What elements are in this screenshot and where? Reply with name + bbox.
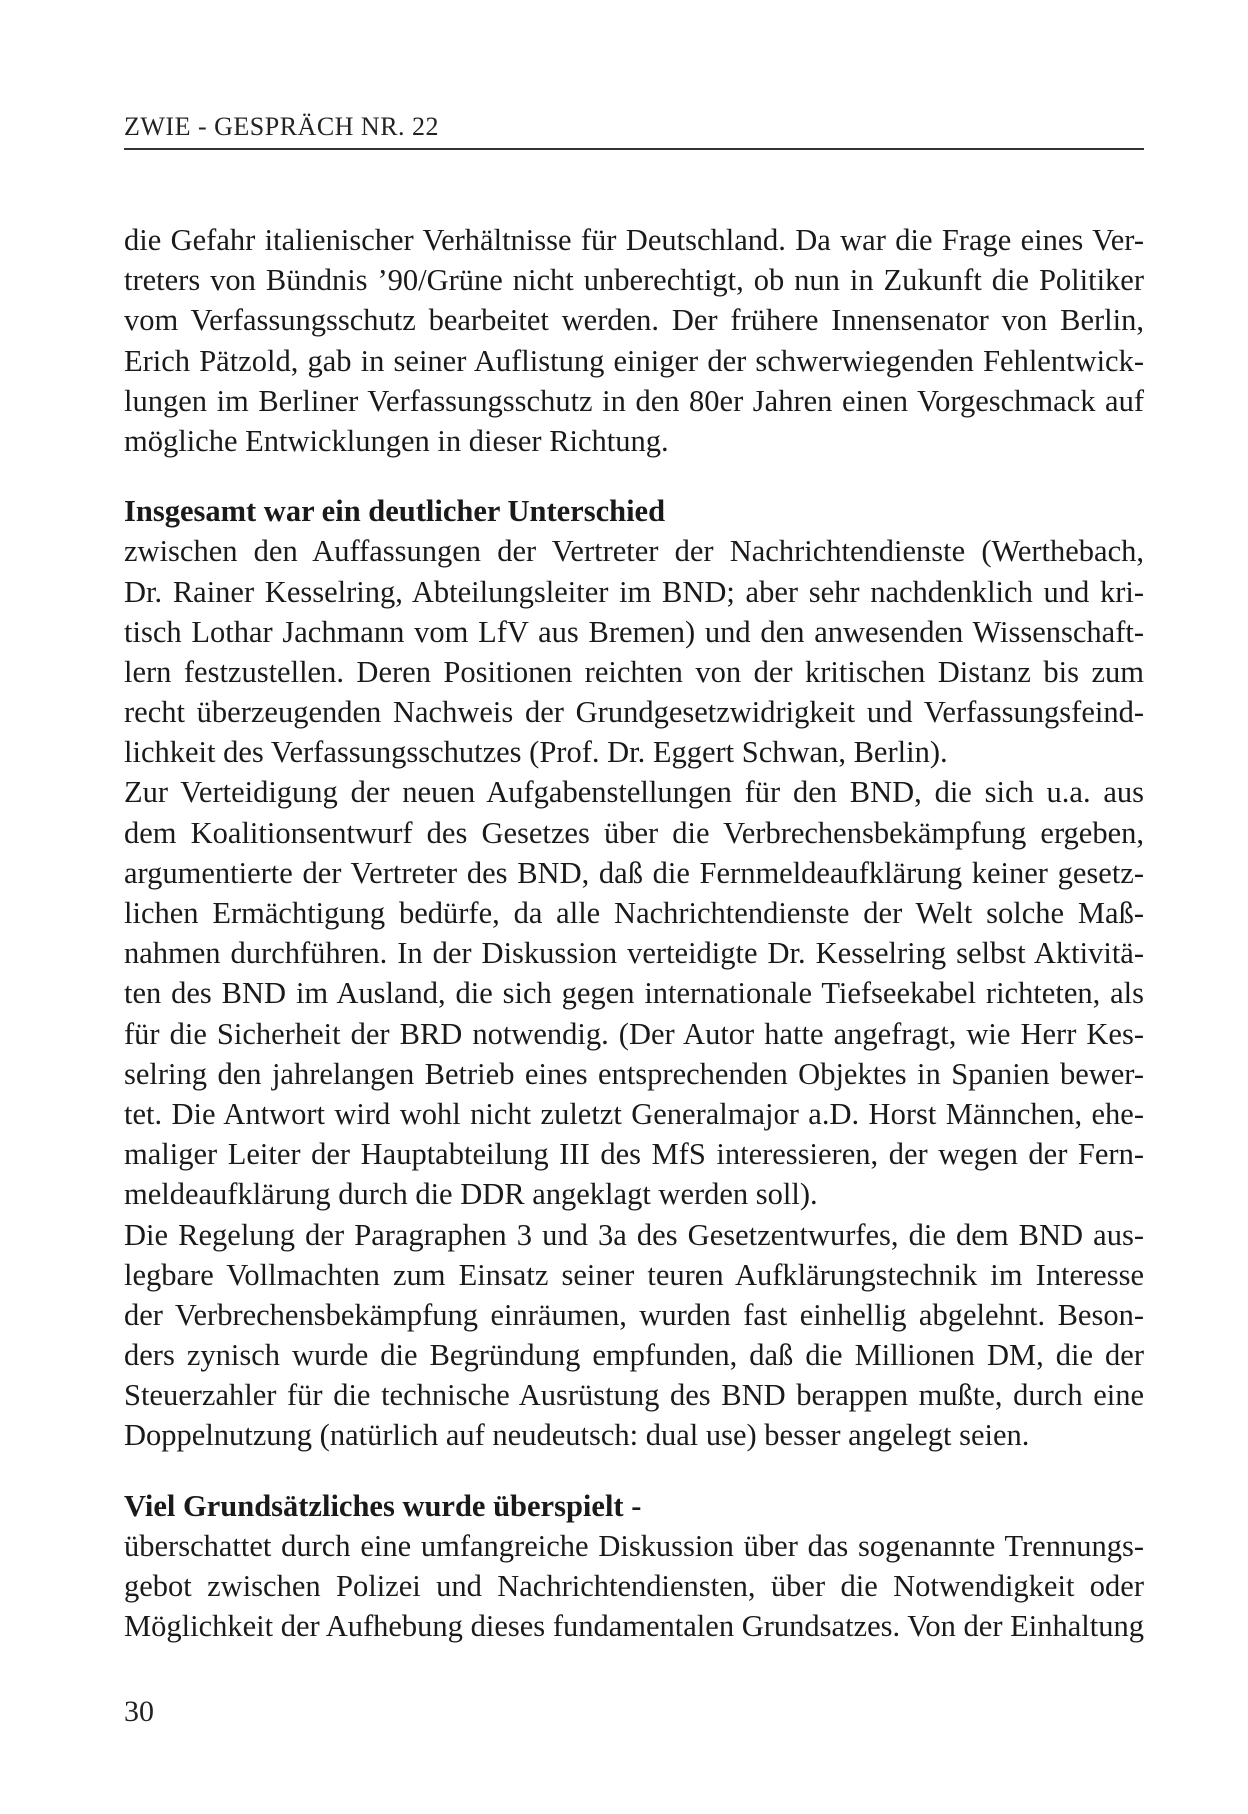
text-line: tet. Die Antwort wird wohl nicht zuletzt Generalmajor a.D. Horst Männchen, ehe- bbox=[124, 1096, 1144, 1131]
text-line: überschattet durch eine umfangreiche Diskussion über das sogenannte Trennungs- bbox=[124, 1528, 1144, 1563]
body-text bbox=[124, 220, 1144, 1646]
paragraph bbox=[124, 220, 1144, 461]
section-heading: Insgesamt war ein deutlicher Unterschied bbox=[124, 494, 666, 529]
paragraph bbox=[124, 531, 1144, 772]
text-line: die Gefahr italienischer Verhältnisse für Deutschland. Da war die Frage eines Ver- bbox=[124, 223, 1144, 257]
text-line: lichen Ermächtigung bedürfe, da alle Nachrichtendienste der Welt solche Maß- bbox=[124, 896, 1144, 930]
text-line: Steuerzahler für die technische Ausrüstung des BND berappen mußte, durch eine bbox=[124, 1378, 1144, 1413]
text-line: maliger Leiter der Hauptabteilung III des MfS interessieren, der wegen der Fern- bbox=[124, 1137, 1144, 1172]
text-line: für die Sicherheit der BRD notwendig. (Der Autor hatte angefragt, wie Herr Kes- bbox=[124, 1016, 1144, 1051]
paragraph bbox=[124, 1215, 1144, 1456]
text-line: ten des BND im Ausland, die sich gegen internationale Tiefseekabel richteten, als bbox=[124, 976, 1144, 1011]
header-rule bbox=[124, 148, 1144, 150]
text-line: Zur Verteidigung der neuen Aufgabenstellungen für den BND, die sich u.a. aus bbox=[124, 775, 1144, 810]
text-line: tisch Lothar Jachmann vom LfV aus Bremen) und den anwesenden Wissenschaft- bbox=[124, 614, 1144, 649]
text-line: Erich Pätzold, gab in seiner Auflistung einiger der schwerwiegenden Fehlentwick- bbox=[124, 343, 1144, 378]
text-line: ders zynisch wurde die Begründung empfunden, daß die Millionen DM, die der bbox=[124, 1338, 1144, 1373]
text-line: Die Regelung der Paragraphen 3 und 3a des Gesetzentwurfes, die dem BND aus- bbox=[124, 1217, 1144, 1252]
text-line: Doppelnutzung (natürlich auf neudeutsch: dual use) besser angelegt seien. bbox=[124, 1418, 1030, 1453]
page-number: 30 bbox=[124, 1695, 154, 1728]
section-heading: Viel Grundsätzliches wurde überspielt - bbox=[124, 1488, 642, 1523]
text-line: Dr. Rainer Kesselring, Abteilungsleiter im BND; aber sehr nachdenklich und kri- bbox=[124, 574, 1144, 609]
paragraph bbox=[124, 1526, 1144, 1647]
text-line: dem Koalitionsentwurf des Gesetzes über die Verbrechensbekämpfung ergeben, bbox=[124, 815, 1144, 850]
text-line: treters von Bündnis ’90/Grüne nicht unberechtigt, ob nun in Zukunft die Politiker bbox=[124, 263, 1144, 298]
text-line: legbare Vollmachten zum Einsatz seiner teuren Aufklärungstechnik im Interesse bbox=[124, 1257, 1144, 1292]
text-line: recht überzeugenden Nachweis der Grundgesetzwidrigkeit und Verfassungsfeind- bbox=[124, 695, 1144, 730]
text-line: lern festzustellen. Deren Positionen reichten von der kritischen Distanz bis zum bbox=[124, 654, 1144, 689]
text-line: Möglichkeit der Aufhebung dieses fundamentalen Grundsatzes. Von der Einhaltung bbox=[124, 1609, 1144, 1644]
text-line: zwischen den Auffassungen der Vertreter der Nachrichtendienste (Werthebach, bbox=[124, 534, 1144, 569]
text-line: lichkeit des Verfassungsschutzes (Prof. Dr. Eggert Schwan, Berlin). bbox=[124, 735, 948, 770]
running-head: ZWIE - GESPRÄCH NR. 22 bbox=[124, 112, 440, 141]
paragraph bbox=[124, 772, 1144, 1214]
text-line: argumentierte der Vertreter des BND, daß die Fernmeldeaufklärung keiner gesetz- bbox=[124, 855, 1144, 890]
text-line: selring den jahrelangen Betrieb eines entsprechenden Objektes in Spanien bewer- bbox=[124, 1056, 1144, 1091]
text-line: mögliche Entwicklungen in dieser Richtung. bbox=[124, 423, 669, 458]
text-line: lungen im Berliner Verfassungsschutz in den 80er Jahren einen Vorgeschmack auf bbox=[124, 383, 1144, 418]
text-line: vom Verfassungsschutz bearbeitet werden. Der frühere Innensenator von Berlin, bbox=[124, 303, 1144, 338]
text-line: meldeaufklärung durch die DDR angeklagt werden soll). bbox=[124, 1177, 818, 1212]
text-line: nahmen durchführen. In der Diskussion verteidigte Dr. Kesselring selbst Aktivitä- bbox=[124, 936, 1144, 971]
text-line: der Verbrechensbekämpfung einräumen, wurden fast einhellig abgelehnt. Beson- bbox=[124, 1297, 1144, 1332]
text-line: gebot zwischen Polizei und Nachrichtendiensten, über die Notwendigkeit oder bbox=[124, 1569, 1144, 1603]
